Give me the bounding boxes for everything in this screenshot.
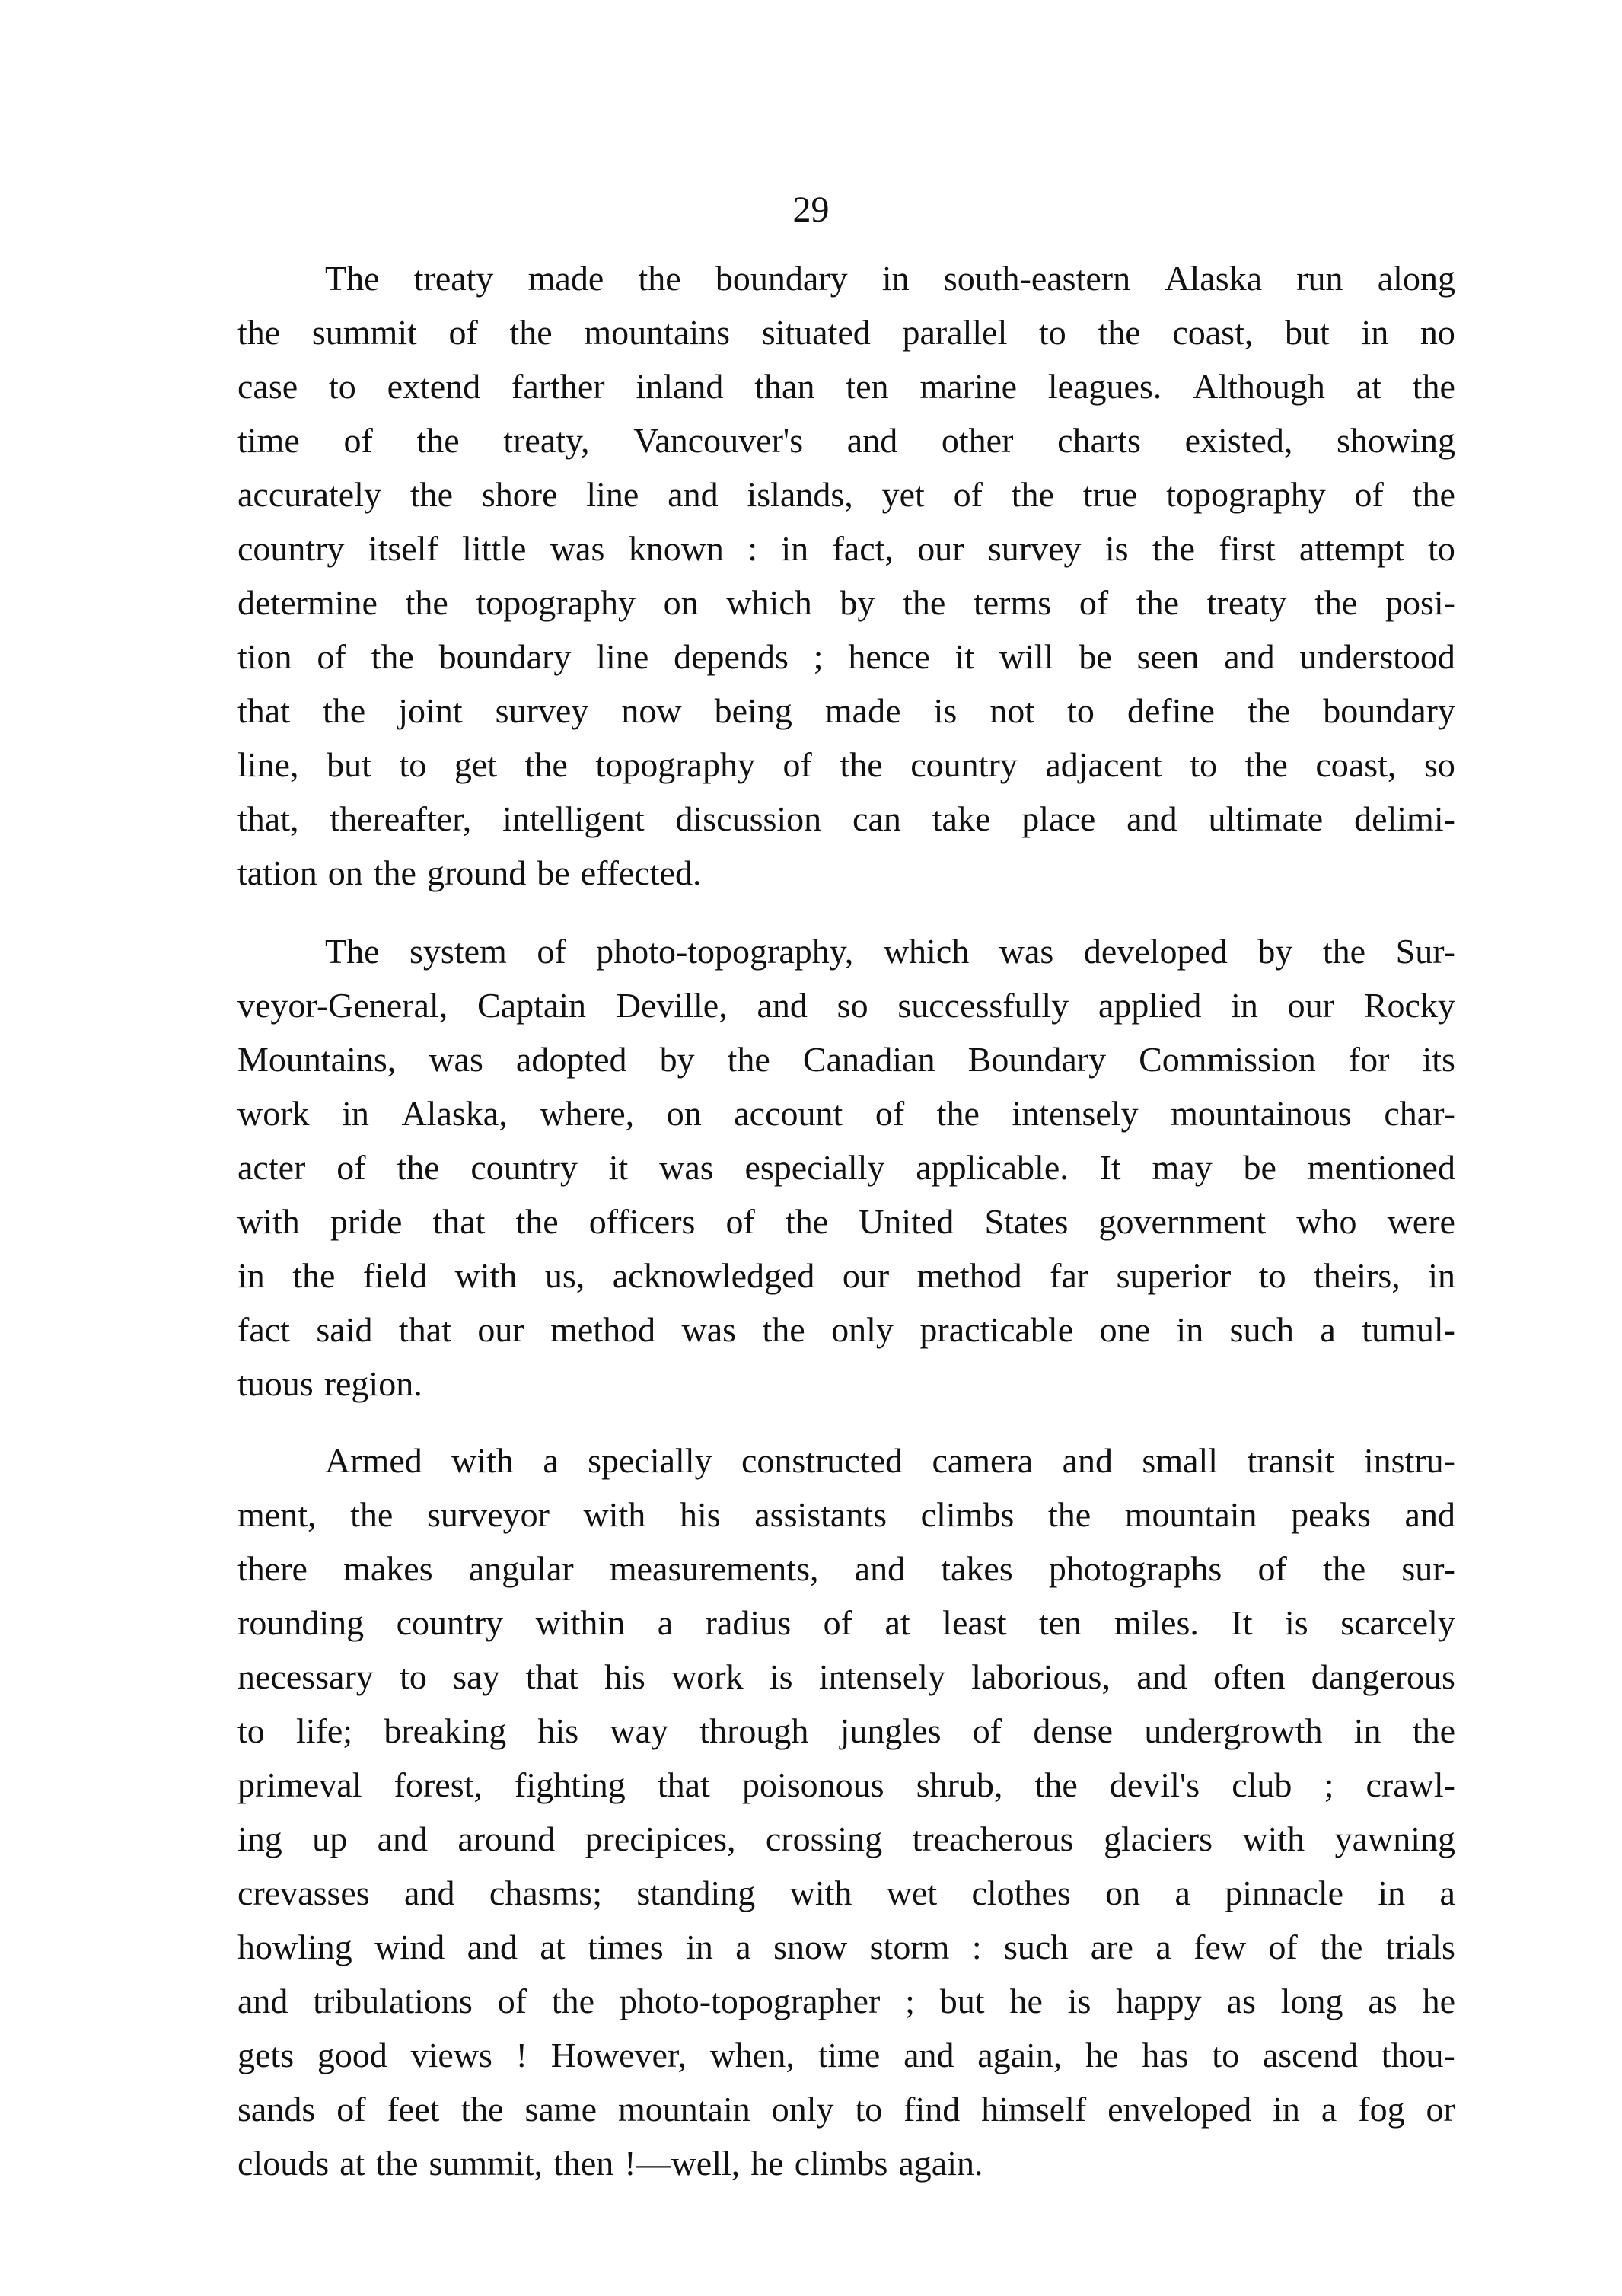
- text-line: primeval forest, fighting that poisonous shrub, the devil's club ; crawl-: [237, 1765, 1455, 1804]
- text-line: time of the treaty, Vancouver's and other charts existed, showing: [237, 421, 1455, 460]
- text-line: there makes angular measurements, and takes photographs of the sur-: [237, 1549, 1455, 1588]
- text-line: veyor-General, Captain Deville, and so successfully applied in our Rocky: [237, 986, 1455, 1025]
- text-line: determine the topography on which by the terms of the treaty the posi-: [237, 583, 1455, 622]
- text-line: clouds at the summit, then !—well, he climbs again.: [237, 2144, 983, 2183]
- text-line: crevasses and chasms; standing with wet clothes on a pinnacle in a: [237, 1873, 1455, 1912]
- text-line: work in Alaska, where, on account of the intensely mountainous char-: [237, 1094, 1455, 1133]
- text-line: ment, the surveyor with his assistants climbs the mountain peaks and: [237, 1495, 1455, 1534]
- text-line: The system of photo-topography, which was developed by the Sur-: [325, 932, 1455, 971]
- page-number: 29: [792, 190, 830, 230]
- text-line: country itself little was known : in fact, our survey is the first attempt to: [237, 529, 1455, 568]
- text-line: and tribulations of the photo-topographer ; but he is happy as long as he: [237, 1982, 1455, 2020]
- text-line: tion of the boundary line depends ; hence it will be seen and understood: [237, 637, 1455, 676]
- text-line: that the joint survey now being made is not to define the boundary: [237, 691, 1455, 730]
- text-line: line, but to get the topography of the country adjacent to the coast, so: [237, 745, 1455, 784]
- text-line: ing up and around precipices, crossing treacherous glaciers with yawning: [237, 1819, 1455, 1858]
- paragraph-photo-topography: [237, 924, 1455, 1411]
- text-line: that, thereafter, intelligent discussion can take place and ultimate delimi-: [237, 799, 1455, 838]
- text-line: rounding country within a radius of at least ten miles. It is scarcely: [237, 1603, 1455, 1642]
- paragraph-surveyor-work: [237, 1433, 1455, 2190]
- text-line: fact said that our method was the only practicable one in such a tumul-: [237, 1310, 1455, 1349]
- text-line: in the field with us, acknowledged our method far superior to theirs, in: [237, 1256, 1455, 1295]
- text-line: tation on the ground be effected.: [237, 853, 702, 892]
- text-line: case to extend farther inland than ten marine leagues. Although at the: [237, 367, 1455, 406]
- text-line: tuous region.: [237, 1364, 422, 1403]
- text-line: The treaty made the boundary in south-eastern Alaska run along: [325, 259, 1455, 298]
- text-line: accurately the shore line and islands, yet of the true topography of the: [237, 475, 1455, 514]
- text-line: Armed with a specially constructed camera and small transit instru-: [325, 1441, 1455, 1480]
- text-line: the summit of the mountains situated parallel to the coast, but in no: [237, 313, 1455, 352]
- text-line: sands of feet the same mountain only to find himself enveloped in a fog or: [237, 2090, 1455, 2129]
- text-line: to life; breaking his way through jungles of dense undergrowth in the: [237, 1711, 1455, 1750]
- text-line: necessary to say that his work is intensely laborious, and often dangerous: [237, 1657, 1455, 1696]
- paragraph-treaty-boundary: [237, 251, 1455, 900]
- text-line: Mountains, was adopted by the Canadian Boundary Commission for its: [237, 1040, 1455, 1079]
- text-line: gets good views ! However, when, time and again, he has to ascend thou-: [237, 2036, 1455, 2074]
- text-line: acter of the country it was especially applicable. It may be mentioned: [237, 1148, 1455, 1187]
- text-line: with pride that the officers of the United States government who were: [237, 1202, 1455, 1241]
- text-line: howling wind and at times in a snow storm : such are a few of the trials: [237, 1928, 1455, 1966]
